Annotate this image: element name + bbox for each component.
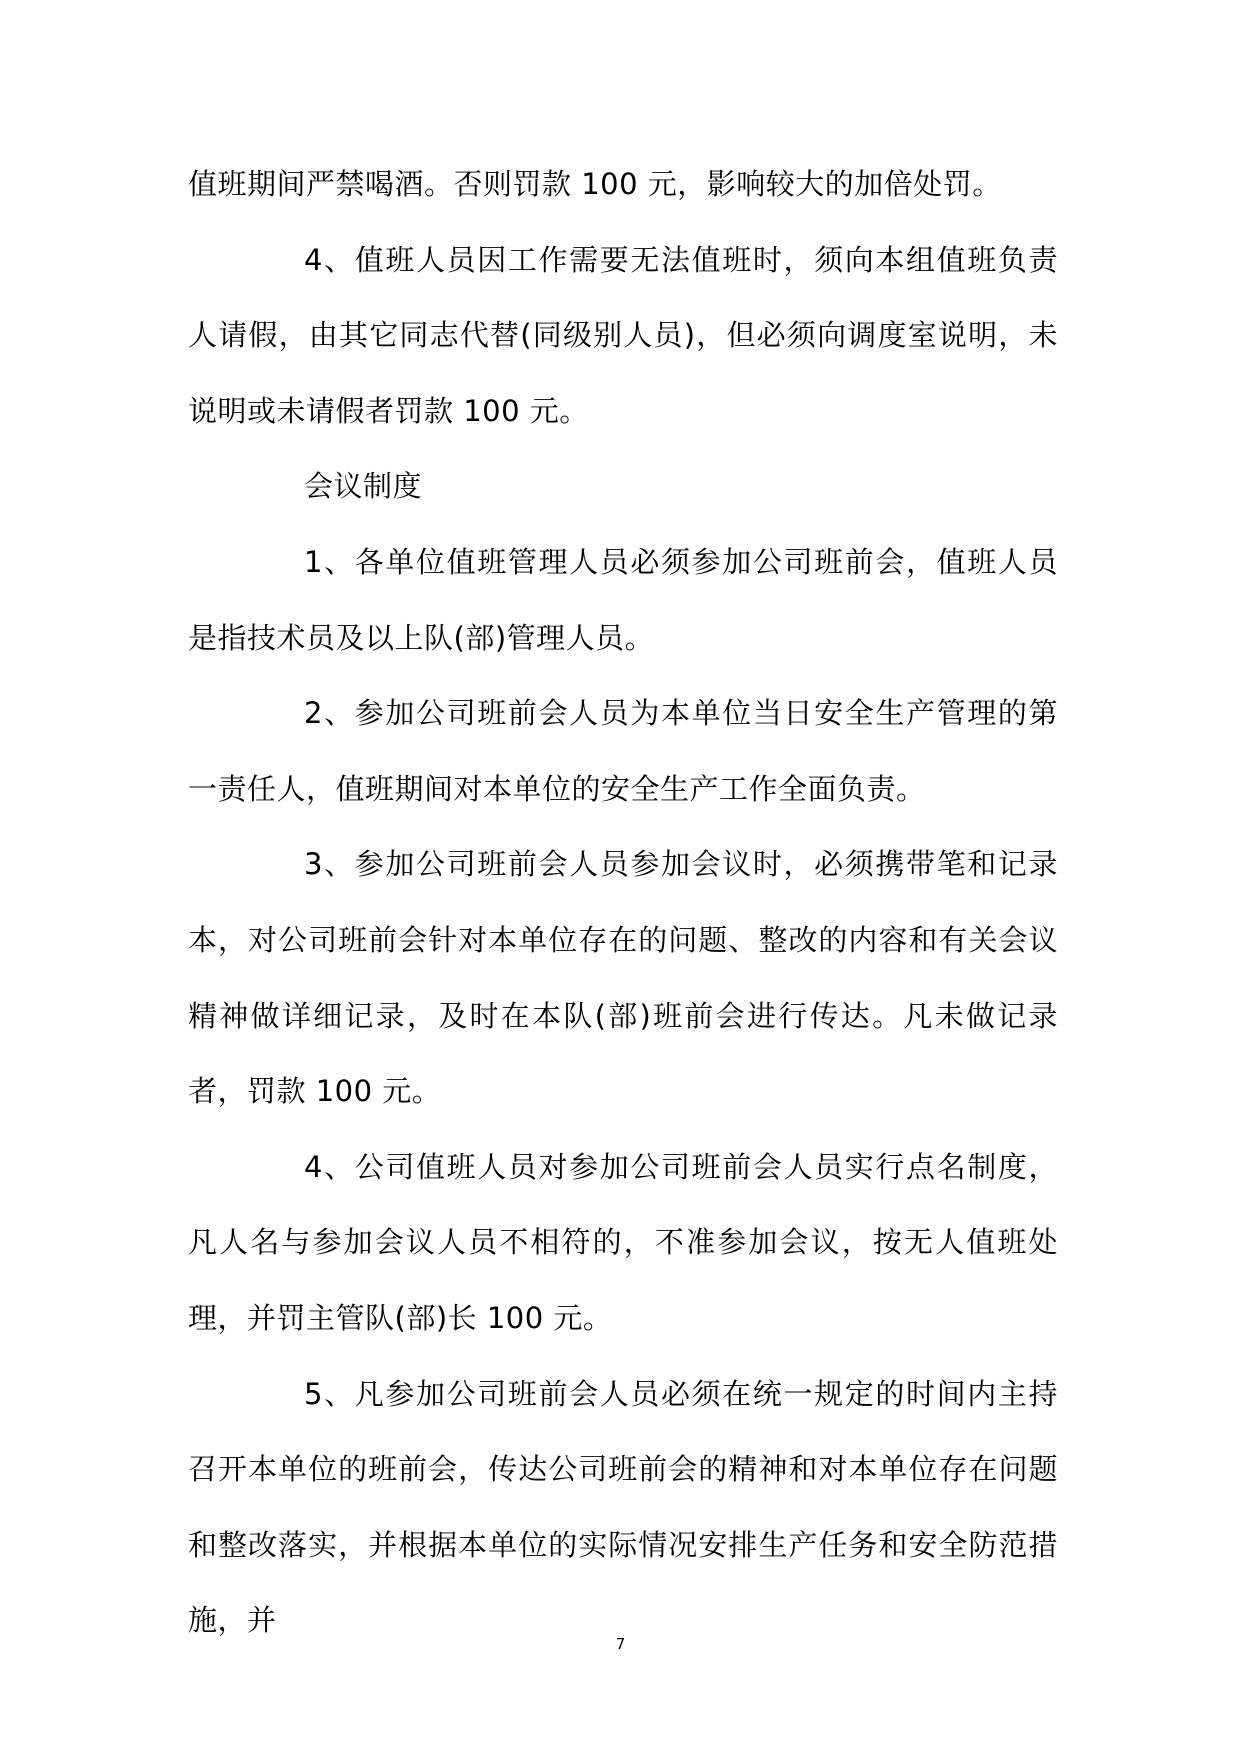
paragraph-meeting-rule-4: 4、公司值班人员对参加公司班前会人员实行点名制度，凡人名与参加会议人员不相符的，不准参加会议，按无人值班处理，并罚主管队(部)长 100 元。 <box>188 1149 1058 1335</box>
paragraph-meeting-rule-2: 2、参加公司班前会人员为本单位当日安全生产管理的第一责任人，值班期间对本单位的安全生产工作全面负责。 <box>188 696 1058 806</box>
paragraph-duty-drinking: 值班期间严禁喝酒。否则罚款 100 元，影响较大的加倍处罚。 <box>188 167 1002 201</box>
paragraph-rule-4-leave: 4、值班人员因工作需要无法值班时，须向本组值班负责人请假，由其它同志代替(同级别人员)，但必须向调度室说明，未说明或未请假者罚款 100 元。 <box>188 242 1058 428</box>
paragraph-meeting-rule-3: 3、参加公司班前会人员参加会议时，必须携带笔和记录本，对公司班前会针对本单位存在的问题、整改的内容和有关会议精神做详细记录，及时在本队(部)班前会进行传达。凡未做记录者，罚款 100 元。 <box>188 847 1058 1109</box>
section-heading-meeting-system: 会议制度 <box>304 469 423 504</box>
page-number: 7 <box>615 1635 626 1653</box>
document-body <box>188 147 1058 1659</box>
paragraph-meeting-rule-1: 1、各单位值班管理人员必须参加公司班前会，值班人员是指技术员及以上队(部)管理人员。 <box>188 544 1058 655</box>
paragraph-meeting-rule-5: 5、凡参加公司班前会人员必须在统一规定的时间内主持召开本单位的班前会，传达公司班前会的精神和对本单位存在问题和整改落实，并根据本单位的实际情况安排生产任务和安全防范措施，并 <box>188 1376 1058 1638</box>
